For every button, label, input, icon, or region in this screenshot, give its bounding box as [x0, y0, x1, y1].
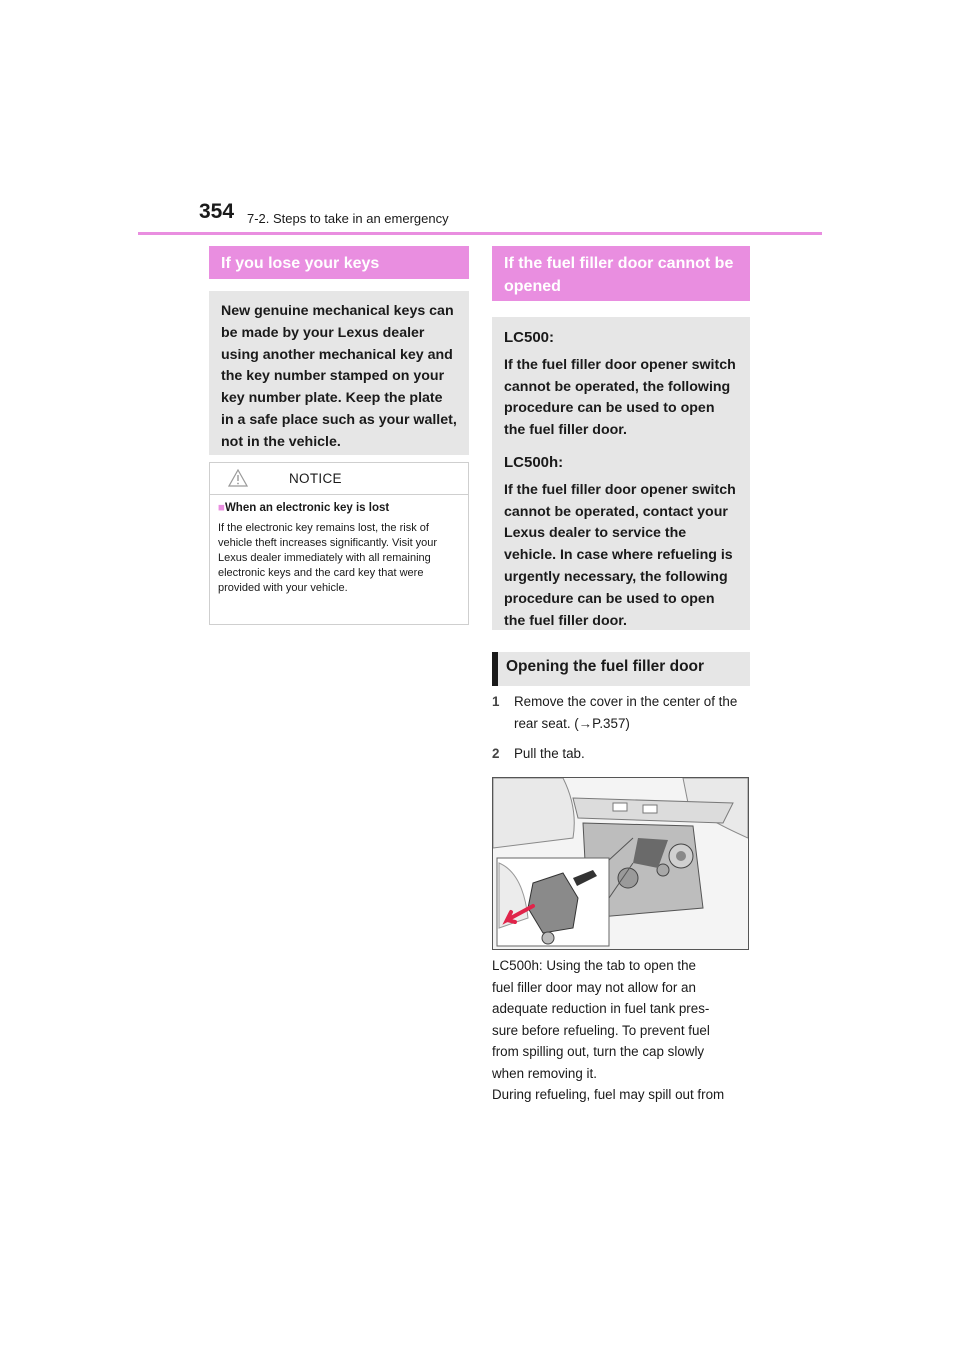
- note-line: adequate reduction in fuel tank pres-: [492, 1001, 710, 1016]
- chapter-title: 7-2. Steps to take in an emergency: [247, 211, 449, 226]
- notice-header: [210, 463, 468, 495]
- page-number: 354: [199, 200, 235, 223]
- subsection-header: [492, 652, 750, 686]
- section-header-lost-keys: [209, 246, 469, 279]
- notice-subtitle: ■When an electronic key is lost: [218, 502, 390, 514]
- notice-title: NOTICE: [289, 471, 342, 486]
- model-text-lc500h: If the fuel filler door opener switch cannot be operated, contact your Lexus dealer to service the vehicle. In case where refueling is urgently necessary, the following procedure can be used to open the fuel filler door.: [504, 481, 736, 629]
- square-bullet-icon: ■: [218, 502, 225, 514]
- step-number: 2: [492, 746, 500, 761]
- note-line: fuel filler door may not allow for an: [492, 979, 696, 995]
- step-1: [492, 691, 754, 737]
- header-rule: [138, 232, 822, 235]
- section-title: If the fuel filler door cannot be opened: [504, 255, 734, 295]
- step-2: [492, 743, 754, 767]
- info-box-lost-keys: [209, 291, 469, 455]
- info-box-fuel-door: [492, 317, 750, 630]
- notice-body: [210, 495, 468, 602]
- illustration-drawing: [493, 778, 748, 949]
- model-text-lc500: If the fuel filler door opener switch cannot be operated, the following procedure can be used to open the fuel filler door.: [504, 356, 736, 439]
- fuel-note: [492, 955, 754, 1106]
- section-header-fuel-door: [492, 246, 750, 301]
- note-line: when removing it.: [492, 1065, 597, 1081]
- model-label-lc500: LC500:: [504, 329, 555, 346]
- warning-triangle-icon: [228, 469, 248, 487]
- note-line: LC500h: Using the tab to open the: [492, 958, 696, 973]
- model-label-lc500h: LC500h:: [504, 453, 564, 471]
- info-text: New genuine mechanical keys can be made by your Lexus dealer using another mechanical key and the key number stamped on your key number plate. Keep the plate in a safe place such as your wallet, not in the vehicle.: [221, 303, 457, 450]
- fuel-tab-illustration: [492, 777, 749, 950]
- note-line: from spilling out, turn the cap slowly: [492, 1044, 705, 1059]
- note-line: sure before refueling. To prevent fuel: [492, 1022, 710, 1038]
- note-line: During refueling, fuel may spill out from: [492, 1087, 725, 1102]
- section-title: If you lose your keys: [221, 255, 380, 272]
- step-text: Remove the cover in the center of the rear seat. (→P.357): [514, 694, 738, 731]
- subsection-title: Opening the fuel filler door: [506, 658, 705, 675]
- step-number: 1: [492, 694, 500, 709]
- step-text: Pull the tab.: [514, 746, 585, 761]
- notice-box: [209, 462, 469, 625]
- notice-text: If the electronic key remains lost, the risk of vehicle theft increases significantly. Visit your Lexus dealer immediately with all remaining electronic keys and the card key that were provided with your vehicle.: [218, 522, 438, 594]
